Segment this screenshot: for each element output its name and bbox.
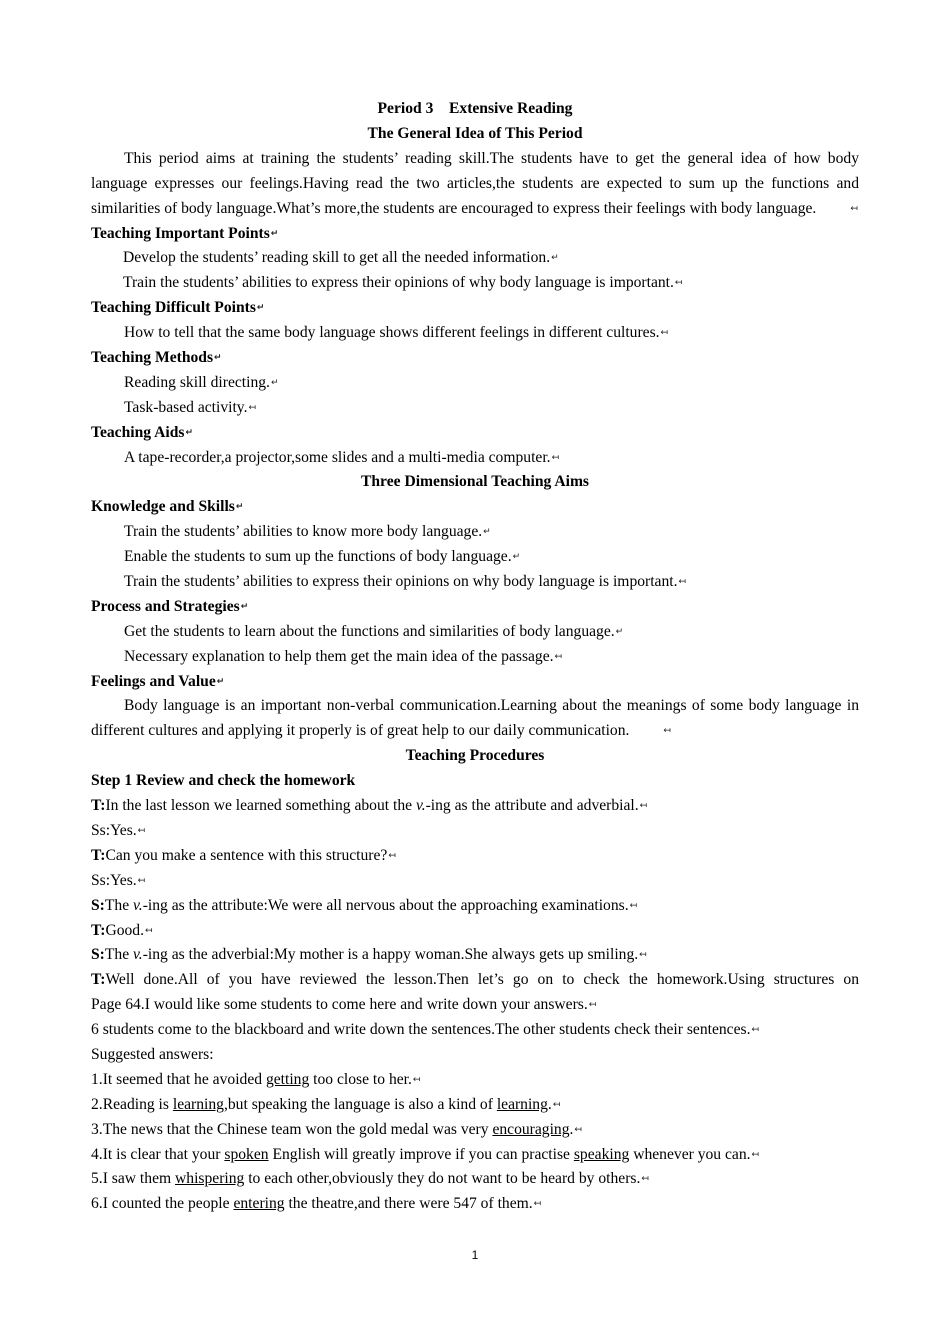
paragraph-mark-icon: ↤: [552, 1099, 560, 1110]
important-point-text: Develop the students’ reading skill to get all the needed information.: [123, 249, 551, 267]
feelings-text: Body language is an important non-verbal communication.Learning about the meanings of some body language in different cultures and applying it properly is of great help to our daily communication.: [91, 697, 859, 740]
knowledge-text: Train the students’ abilities to express their opinions on why body language is important.: [124, 573, 678, 591]
answer-text: 1.It seemed that he avoided: [91, 1070, 266, 1088]
general-idea-paragraph: [91, 147, 859, 222]
paragraph-mark-icon: ↤: [137, 875, 145, 886]
knowledge-item: [91, 545, 859, 570]
line-break-icon: ↵: [483, 527, 490, 538]
speaker-label: T:: [91, 971, 106, 989]
process-heading: [91, 595, 859, 620]
answer-underlined: learning: [172, 1095, 224, 1113]
methods-heading-text: Teaching Methods: [91, 349, 214, 367]
answer-item: [91, 1192, 859, 1217]
suggested-answers-label: Suggested answers:: [91, 1045, 214, 1063]
paragraph-mark-icon: ↤: [388, 850, 395, 861]
important-points-heading: [91, 222, 859, 247]
process-heading-text: Process and Strategies: [91, 597, 240, 615]
answer-underlined: getting: [265, 1070, 310, 1088]
methods-heading: [91, 346, 859, 371]
feelings-paragraph: [91, 694, 859, 744]
paragraph-mark-icon: ↤: [137, 825, 145, 836]
paragraph-mark-icon: ↤: [639, 950, 646, 961]
method-item: [91, 371, 859, 396]
answer-underlined: encouraging: [492, 1120, 570, 1138]
method-text: Reading skill directing.: [124, 373, 270, 391]
speaker-label: T:: [91, 921, 106, 939]
aid-text: A tape-recorder,a projector,some slides and a multi-media computer.: [124, 448, 551, 466]
dialogue-italic: v.: [415, 797, 426, 815]
important-point-item: [91, 246, 859, 271]
speaker-label: T:: [91, 846, 106, 864]
aims-heading: Three Dimensional Teaching Aims: [360, 473, 590, 491]
important-point-text: Train the students’ abilities to express their opinions of why body language is important.: [123, 274, 674, 292]
answer-text: 5.I saw them: [91, 1170, 176, 1188]
feelings-heading: [91, 670, 859, 695]
process-text: Get the students to learn about the functions and similarities of body language.: [124, 622, 615, 640]
speaker-label: S:: [91, 946, 105, 964]
paragraph-mark-icon: ↤: [533, 1199, 541, 1210]
document-title: Period 3 Extensive Reading: [377, 100, 573, 117]
answer-underlined: learning: [496, 1095, 548, 1113]
knowledge-heading: [91, 495, 859, 520]
answer-text: .: [547, 1095, 552, 1113]
paragraph-mark-icon: ↤: [663, 726, 670, 737]
dialogue-line: [91, 869, 859, 894]
line-break-icon: ↵: [615, 626, 623, 637]
board-instruction: [91, 1018, 859, 1043]
paragraph-mark-icon: ↤: [412, 1074, 420, 1085]
dialogue-text: Can you make a sentence with this structure?: [105, 846, 388, 864]
step1-heading: Step 1 Review and check the homework: [91, 772, 356, 790]
line-break-icon: ↵: [214, 352, 221, 363]
aid-item: [91, 446, 859, 471]
dialogue-line: [91, 894, 859, 919]
procedures-heading: Teaching Procedures: [405, 747, 545, 765]
line-break-icon: ↵: [240, 601, 248, 612]
line-break-icon: ↵: [256, 303, 264, 314]
aids-heading: [91, 421, 859, 446]
knowledge-text: Enable the students to sum up the functions of body language.: [124, 548, 512, 566]
feelings-heading-text: Feelings and Value: [91, 672, 216, 690]
difficult-point-item: [91, 321, 859, 346]
paragraph-mark-icon: ↤: [678, 577, 686, 587]
paragraph-mark-icon: ↤: [850, 203, 857, 214]
dialogue-text: The: [104, 896, 134, 914]
line-break-icon: ↵: [270, 228, 278, 239]
answer-underlined: spoken: [224, 1145, 269, 1163]
answer-text: English will greatly improve if you can practise: [268, 1145, 574, 1163]
speaker-label: T:: [91, 797, 106, 815]
dialogue-line: [91, 943, 859, 968]
line-break-icon: ↵: [270, 377, 278, 388]
process-item: [91, 620, 859, 645]
answer-item: [91, 1093, 859, 1118]
important-points-heading-text: Teaching Important Points: [91, 224, 270, 242]
dialogue-line: [91, 968, 859, 993]
paragraph-mark-icon: ↤: [660, 328, 668, 339]
dialogue-line: [91, 993, 859, 1018]
instruction-text: 6 students come to the blackboard and write down the sentences.The other students check their sentences.: [91, 1021, 751, 1039]
answer-item: [91, 1143, 859, 1168]
speaker-label: S:: [91, 896, 105, 914]
dialogue-text: -ing as the attribute and adverbial.: [425, 797, 639, 815]
answer-underlined: whispering: [175, 1170, 245, 1188]
difficult-points-heading-text: Teaching Difficult Points: [91, 299, 256, 317]
dialogue-text: Ss:Yes.: [91, 871, 137, 889]
paragraph-mark-icon: ↤: [574, 1124, 581, 1135]
difficult-point-text: How to tell that the same body language shows different feelings in different cultures.: [124, 324, 660, 342]
answer-text: whenever you can.: [629, 1145, 751, 1163]
paragraph-mark-icon: ↤: [751, 1149, 759, 1160]
difficult-points-heading: [91, 296, 859, 321]
paragraph-mark-icon: ↤: [588, 1000, 596, 1011]
answer-underlined: entering: [233, 1195, 285, 1213]
method-item: [91, 396, 859, 421]
knowledge-item: [91, 570, 859, 595]
knowledge-text: Train the students’ abilities to know more body language.: [124, 523, 483, 541]
general-idea-text: This period aims at training the students’ reading skill.The students have to get the general idea of how body language expresses our feelings.Having read the two articles,the students are expected to sum up the functions and similarities of body language.What’s more,the students are encouraged to express their feelings with body language.: [91, 149, 859, 217]
answer-item: [91, 1118, 859, 1143]
dialogue-text: Page 64.I would like some students to come here and write down your answers.: [91, 996, 588, 1014]
dialogue-italic: v.: [133, 946, 143, 964]
paragraph-mark-icon: ↤: [551, 452, 559, 463]
line-break-icon: ↵: [512, 552, 520, 563]
knowledge-item: [91, 520, 859, 545]
dialogue-text: -ing as the attribute:We were all nervous about the approaching examinations.: [142, 896, 629, 914]
answer-item: [91, 1167, 859, 1192]
knowledge-heading-text: Knowledge and Skills: [91, 498, 235, 516]
answer-text: to each other,obviously they do not want to be heard by others.: [244, 1170, 641, 1188]
line-break-icon: ↵: [185, 427, 193, 438]
paragraph-mark-icon: ↤: [674, 278, 682, 289]
answer-text: 6.I counted the people: [91, 1195, 234, 1213]
answer-text: too close to her.: [309, 1070, 412, 1088]
paragraph-mark-icon: ↤: [751, 1025, 759, 1036]
dialogue-text: In the last lesson we learned something about the: [105, 797, 416, 815]
answer-text: 3.The news that the Chinese team won the gold medal was very: [91, 1120, 493, 1138]
answer-text: 4.It is clear that your: [91, 1145, 225, 1163]
answer-text: the theatre,and there were 547 of them.: [284, 1195, 533, 1213]
answer-item: [91, 1068, 859, 1093]
aids-heading-text: Teaching Aids: [91, 423, 185, 441]
dialogue-text: Good.: [105, 921, 144, 939]
method-text: Task-based activity.: [124, 398, 248, 416]
paragraph-mark-icon: ↤: [629, 900, 637, 911]
line-break-icon: ↵: [551, 253, 558, 264]
paragraph-mark-icon: ↤: [639, 801, 647, 812]
dialogue-text: Ss:Yes.: [91, 822, 137, 839]
dialogue-italic: v.: [133, 896, 143, 914]
process-item: [91, 645, 859, 670]
answer-text: .: [569, 1120, 574, 1138]
process-text: Necessary explanation to help them get the main idea of the passage.: [124, 647, 554, 665]
line-break-icon: ↵: [216, 676, 224, 687]
document-page: [91, 97, 859, 1217]
answer-text: 2.Reading is: [91, 1095, 173, 1113]
dialogue-line: [91, 919, 859, 944]
paragraph-mark-icon: ↤: [641, 1174, 648, 1185]
paragraph-mark-icon: ↤: [248, 402, 256, 413]
dialogue-line: [91, 794, 859, 819]
line-break-icon: ↵: [235, 502, 243, 513]
dialogue-line: [91, 844, 859, 869]
dialogue-line: [91, 819, 859, 844]
general-idea-heading: The General Idea of This Period: [367, 124, 583, 142]
page-number: 1: [471, 1248, 479, 1262]
answer-text: ,but speaking the language is also a kind of: [223, 1095, 497, 1113]
dialogue-text: -ing as the adverbial:My mother is a happy woman.She always gets up smiling.: [142, 946, 639, 964]
important-point-item: [91, 271, 859, 296]
paragraph-mark-icon: ↤: [554, 651, 562, 662]
dialogue-text: Well done.All of you have reviewed the lesson.Then let’s go on to check the homework.Using structures on: [105, 971, 859, 989]
paragraph-mark-icon: ↤: [145, 925, 152, 936]
dialogue-text: The: [104, 946, 134, 964]
answer-underlined: speaking: [573, 1145, 630, 1163]
